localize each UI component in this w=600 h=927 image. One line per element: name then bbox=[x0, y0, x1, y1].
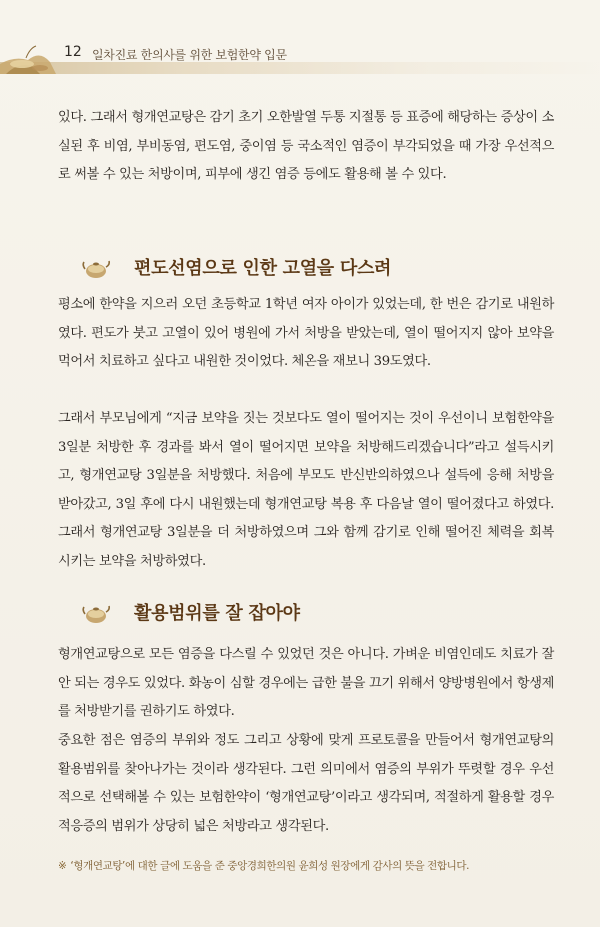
footnote-text: ‘형개연교탕’에 대한 글에 도움을 준 중앙경희한의원 윤희성 원장에게 감사의 뜻을 전합니다. bbox=[70, 860, 470, 872]
running-head: 일차진료 한의사를 위한 보험한약 입문 bbox=[92, 48, 287, 62]
body-paragraph: 형개연교탕으로 모든 염증을 다스릴 수 있었던 것은 아니다. 가벼운 비염인데도 치료가 잘 안 되는 경우도 있었다. 화농이 심할 경우에는 급한 불을 끄기 위해서 양방병원에서 항생제를 처방받기를 권하기도 하였다. bbox=[58, 647, 554, 719]
teapot-icon bbox=[82, 602, 110, 624]
footnote bbox=[58, 858, 558, 873]
page-number: 12 bbox=[64, 44, 82, 60]
page-header bbox=[0, 38, 600, 74]
body-paragraph: 중요한 점은 염증의 부위와 정도 그리고 상황에 맞게 프로토콜을 만들어서 형개연교탕의 활용범위를 찾아나가는 것이라 생각된다. 그런 의미에서 염증의 부위가 뚜렷할 경우 우선적으로 선택해볼 수 있는 보험한약이 ‘형개연교탕’이라고 생각되며, 적절하게 활용할 경우 적응증의 범위가 상당히 넓은 처방라고 생각된다. bbox=[58, 733, 554, 834]
heading-text: 활용범위를 잘 잡아야 bbox=[134, 603, 300, 624]
heading-text: 편도선염으로 인한 고열을 다스려 bbox=[134, 258, 392, 279]
body-paragraph: 그래서 부모님에게 “지금 보약을 짓는 것보다도 열이 떨어지는 것이 우선이니 보험한약을 3일분 처방한 후 경과를 봐서 열이 떨어지면 보약을 처방해드리겠습니다”라고 설득시키고, 형개연교탕 3일분을 처방했다. 처음에 부모도 반신반의하였으나 설득에 응해 처방을 받아갔고, 3일 후에 다시 내원했는데 형개연교탕 복용 후 다음날 열이 떨어졌다고 하였다. 그래서 형개연교탕 3일분을 더 처방하였으며 그와 함께 감기로 인해 떨어진 체력을 회복시키는 보약을 처방하였다. bbox=[58, 411, 554, 569]
reference-mark: ※ bbox=[58, 860, 67, 872]
body-paragraph: 있다. 그래서 형개연교탕은 감기 초기 오한발열 두통 지절통 등 표증에 해당하는 증상이 소실된 후 비염, 부비동염, 편도염, 중이염 등 국소적인 염증이 부각되었을 때 가장 우선적으로 써볼 수 있는 처방이며, 피부에 생긴 염증 등에도 활용해 볼 수 있다. bbox=[58, 110, 554, 182]
teapot-icon bbox=[82, 257, 110, 279]
body-paragraph: 평소에 한약을 지으러 오던 초등학교 1학년 여자 아이가 있었는데, 한 번은 감기로 내원하였다. 편도가 붓고 고열이 있어 병원에 가서 처방을 받았는데, 열이 떨어지지 않아 보약을 먹어서 치료하고 싶다고 내원한 것이었다. 체온을 재보니 39도였다. bbox=[58, 297, 554, 369]
